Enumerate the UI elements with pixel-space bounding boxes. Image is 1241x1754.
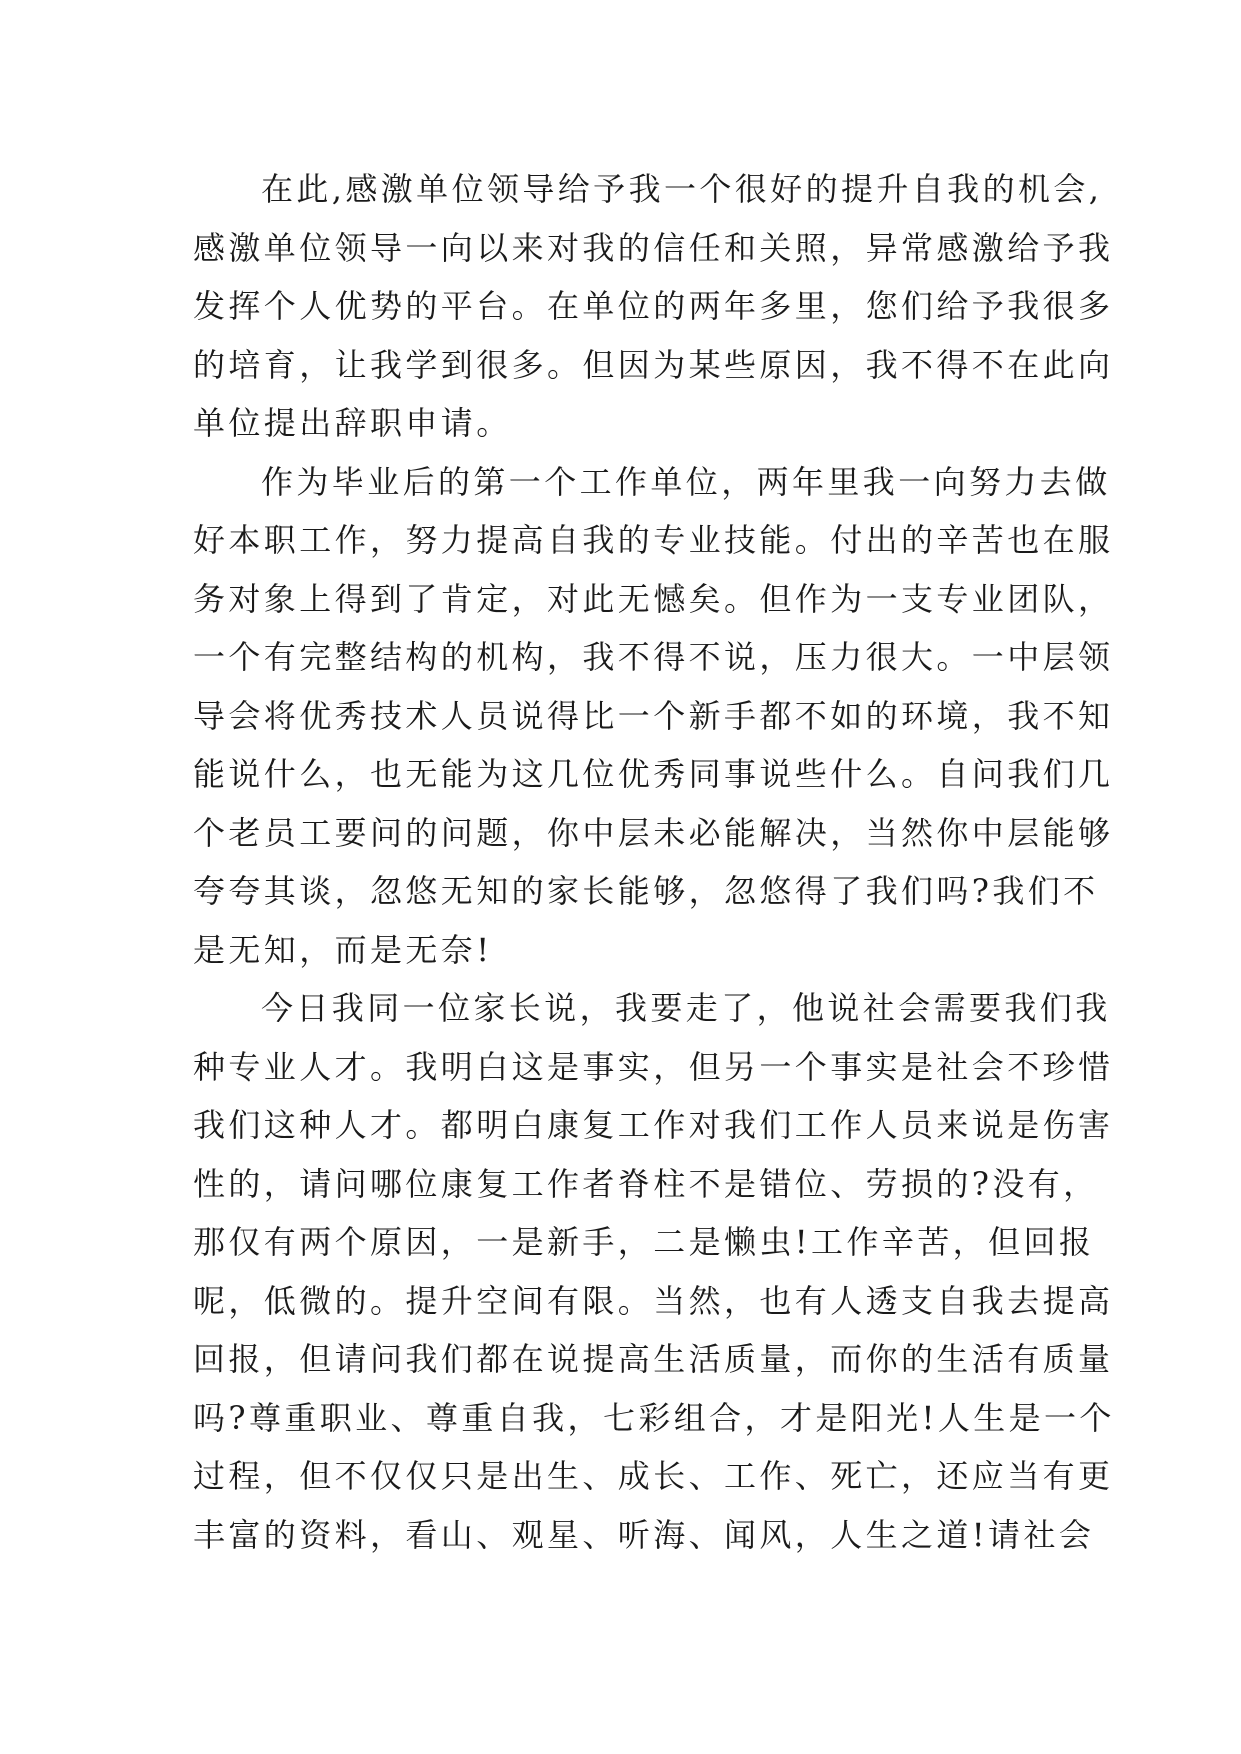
- text-line: 种专业人才。我明白这是事实，但另一个事实是社会不珍惜: [193, 1047, 1114, 1086]
- paragraph: [193, 453, 1114, 980]
- paragraph: [193, 979, 1115, 1564]
- body-text: [193, 160, 1115, 1564]
- text-line: 好本职工作，努力提高自我的专业技能。付出的辛苦也在服: [193, 521, 1114, 559]
- text-line: 那仅有两个原因，一是新手，二是懒虫!工作辛苦，但回报: [193, 1223, 1095, 1261]
- text-line: 呢，低微的。提升空间有限。当然，也有人透支自我去提高: [193, 1281, 1114, 1320]
- text-line: 丰富的资料，看山、观星、听海、闻风，人生之道!请社会: [193, 1515, 1095, 1554]
- text-line: 在此,感激单位领导给予我一个很好的提升自我的机会,: [261, 170, 1103, 208]
- text-line: 今日我同一位家长说，我要走了，他说社会需要我们我: [261, 989, 1111, 1027]
- text-line: 作为毕业后的第一个工作单位，两年里我一向努力去做: [261, 462, 1111, 501]
- text-line: 单位提出辞职申请。: [193, 404, 512, 442]
- text-line: 务对象上得到了肯定，对此无憾矣。但作为一支专业团队，: [193, 579, 1114, 618]
- paragraph: [193, 160, 1114, 453]
- text-line: 导会将优秀技术人员说得比一个新手都不如的环境，我不知: [193, 696, 1114, 735]
- text-line: 我们这种人才。都明白康复工作对我们工作人员来说是伤害: [193, 1106, 1114, 1144]
- text-line: 的培育，让我学到很多。但因为某些原因，我不得不在此向: [193, 345, 1114, 384]
- text-line: 感激单位领导一向以来对我的信任和关照，异常感激给予我: [193, 228, 1114, 267]
- text-line: 夸夸其谈，忽悠无知的家长能够，忽悠得了我们吗?我们不: [193, 872, 1099, 910]
- text-line: 个老员工要问的问题，你中层未必能解决，当然你中层能够: [193, 813, 1114, 852]
- text-line: 能说什么，也无能为这几位优秀同事说些什么。自问我们几: [193, 755, 1114, 793]
- text-line: 回报，但请问我们都在说提高生活质量，而你的生活有质量: [193, 1340, 1114, 1378]
- text-line: 性的，请问哪位康复工作者脊柱不是错位、劳损的?没有，: [193, 1164, 1099, 1203]
- text-line: 发挥个人优势的平台。在单位的两年多里，您们给予我很多: [193, 287, 1114, 325]
- text-line: 是无知，而是无奈!: [193, 930, 493, 969]
- text-line: 吗?尊重职业、尊重自我，七彩组合，才是阳光!人生是一个: [193, 1398, 1115, 1437]
- text-line: 一个有完整结构的机构，我不得不说，压力很大。一中层领: [193, 638, 1114, 676]
- text-line: 过程，但不仅仅只是出生、成长、工作、死亡，还应当有更: [193, 1457, 1114, 1495]
